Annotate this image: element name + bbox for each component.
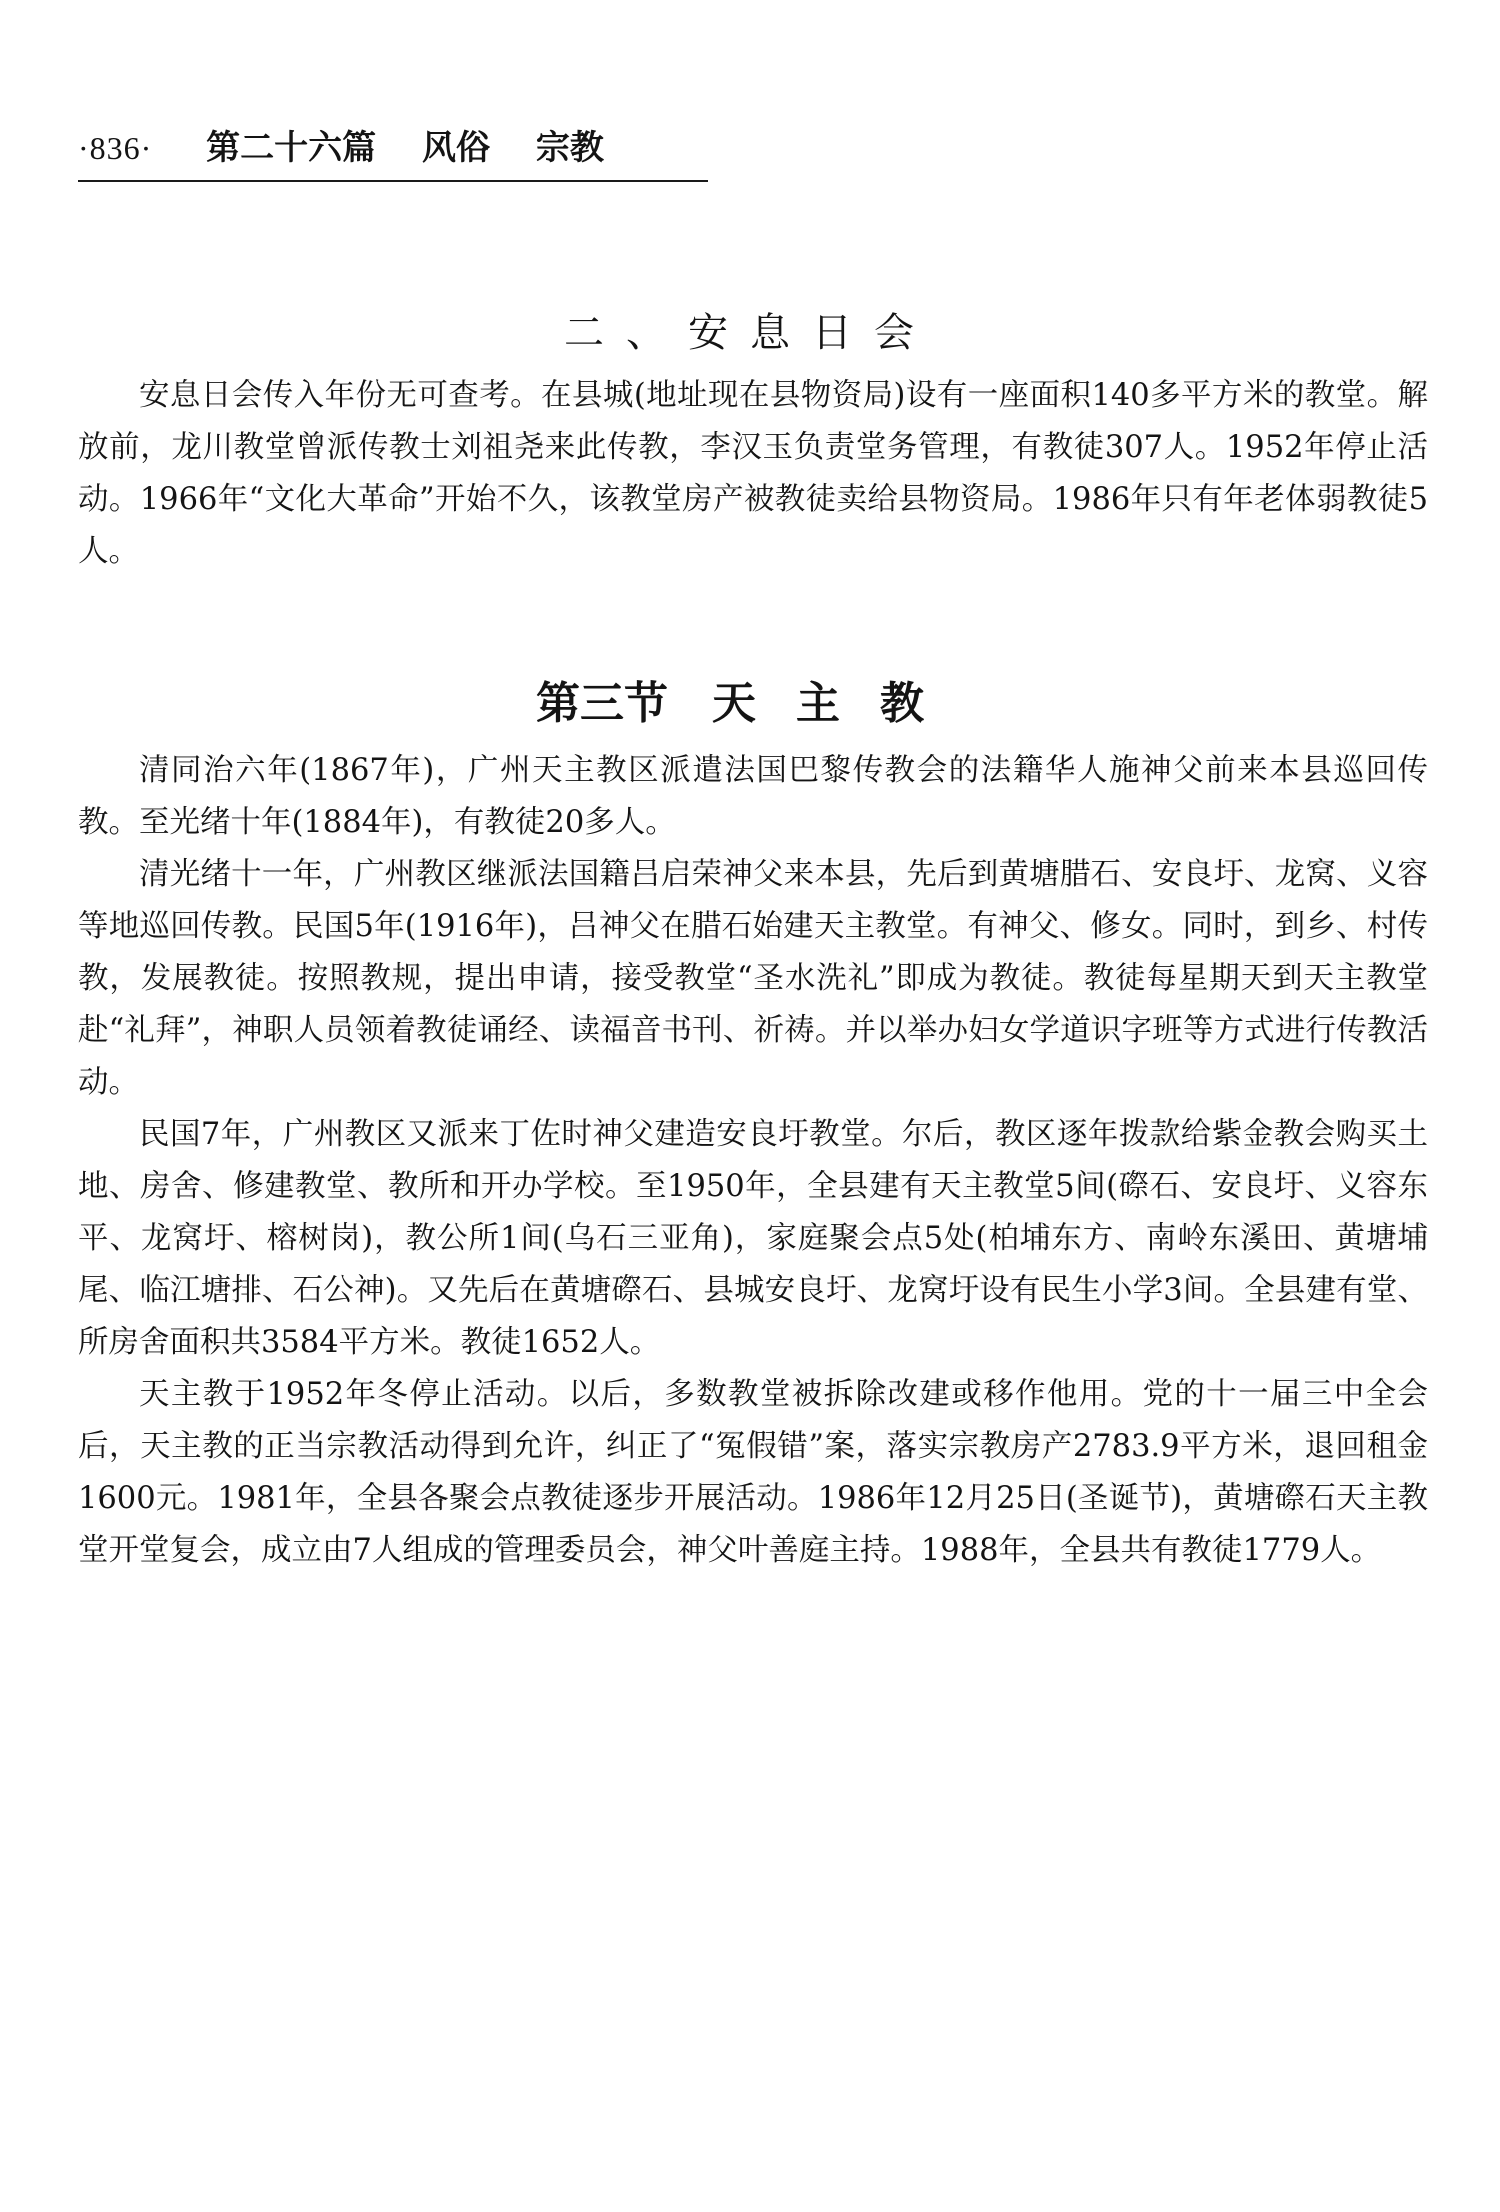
paragraph: 民国7年，广州教区又派来丁佐时神父建造安良圩教堂。尔后，教区逐年拨款给紫金教会购买土地、房舍、修建教堂、教所和开办学校。至1950年，全县建有天主教堂5间(磜石、安良圩、义容东平、龙窝圩、榕树岗)，教公所1间(乌石三亚角)，家庭聚会点5处(柏埔东方、南岭东溪田、黄塘埔尾、临江塘排、石公神)。又先后在黄塘磜石、县城安良圩、龙窝圩设有民生小学3间。全县建有堂、所房舍面积共3584平方米。教徒1652人。 — [78, 1117, 1428, 1360]
paragraph: 清同治六年(1867年)，广州天主教区派遣法国巴黎传教会的法籍华人施神父前来本县巡回传教。至光绪十年(1884年)，有教徒20多人。 — [78, 753, 1428, 840]
paragraph: 安息日会传入年份无可查考。在县城(地址现在县物资局)设有一座面积140多平方米的教堂。解放前，龙川教堂曾派传教士刘祖尧来此传教，李汉玉负责堂务管理，有教徒307人。1952年停止活动。1966年“文化大革命”开始不久，该教堂房产被教徒卖给县物资局。1986年只有年老体弱教徒5人。 — [78, 378, 1428, 569]
page-number: ·836· — [78, 130, 153, 166]
running-header — [78, 120, 708, 182]
section-label: 宗教 — [535, 128, 604, 168]
chapter-title: 风俗 — [422, 128, 490, 168]
part-title: 第二十六篇 — [206, 128, 377, 168]
section-heading — [0, 667, 1500, 731]
paragraph: 天主教于1952年冬停止活动。以后，多数教堂被拆除改建或移作他用。党的十一届三中全会后，天主教的正当宗教活动得到允许，纠正了“冤假错”案，落实宗教房产2783.9平方米，退回租金1600元。1981年，全县各聚会点教徒逐步开展活动。1986年12月25日(圣诞节)，黄塘磜石天主教堂开堂复会，成立由7人组成的管理委员会，神父叶善庭主持。1988年，全县共有教徒1779人。 — [78, 1377, 1428, 1568]
paragraph: 清光绪十一年，广州教区继派法国籍吕启荣神父来本县，先后到黄塘腊石、安良圩、龙窝、义容等地巡回传教。民国5年(1916年)，吕神父在腊石始建天主教堂。有神父、修女。同时，到乡、村传教，发展教徒。按照教规，提出申请，接受教堂“圣水洗礼”即成为教徒。教徒每星期天到天主教堂赴“礼拜”，神职人员领着教徒诵经、读福音书刊、祈祷。并以举办妇女学道识字班等方式进行传教活动。 — [78, 857, 1428, 1100]
section-number: 第三节 — [536, 678, 668, 730]
section-name: 天主教 — [712, 678, 964, 730]
section-body — [78, 745, 1428, 1577]
subsection-heading: 二、安息日会 — [564, 310, 936, 357]
subsection-body — [78, 370, 1428, 578]
